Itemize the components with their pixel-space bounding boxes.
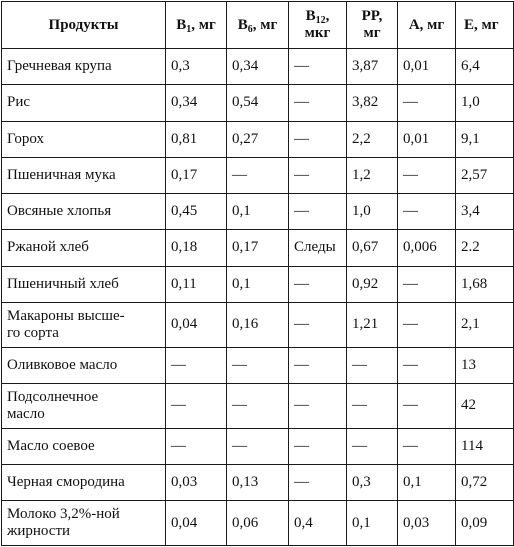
cell-a: 0,01 — [398, 49, 456, 85]
cell-b12: — — [289, 266, 347, 302]
table-row — [2, 157, 514, 193]
table-body — [2, 49, 514, 546]
cell-product: Пшеничная мука — [2, 157, 166, 193]
cell-b12: — — [289, 302, 347, 347]
cell-a: — — [398, 266, 456, 302]
cell-e: 0,72 — [456, 464, 514, 500]
cell-a: 0,01 — [398, 121, 456, 157]
table-row — [2, 49, 514, 85]
cell-pp: — — [347, 347, 398, 383]
cell-e: 1,68 — [456, 266, 514, 302]
cell-b1: — — [166, 383, 227, 428]
cell-b6: 0,13 — [227, 464, 289, 500]
cell-b12: — — [289, 194, 347, 230]
cell-b1: 0,81 — [166, 121, 227, 157]
cell-product: Подсолнечное масло — [2, 383, 166, 428]
cell-pp: 1,0 — [347, 194, 398, 230]
cell-product: Горох — [2, 121, 166, 157]
cell-a: 0,1 — [398, 464, 456, 500]
header-b12: $B_{12}$, мкг — [289, 2, 347, 49]
cell-pp: 3,82 — [347, 85, 398, 121]
cell-pp: 0,1 — [347, 501, 398, 546]
table-row — [2, 85, 514, 121]
cell-e: 9,1 — [456, 121, 514, 157]
cell-a: — — [398, 347, 456, 383]
cell-a: — — [398, 85, 456, 121]
cell-pp: 0,67 — [347, 230, 398, 266]
cell-product: Овсяные хлопья — [2, 194, 166, 230]
cell-a: 0,006 — [398, 230, 456, 266]
cell-e: 6,4 — [456, 49, 514, 85]
cell-pp: — — [347, 383, 398, 428]
cell-a: — — [398, 302, 456, 347]
cell-b1: 0,34 — [166, 85, 227, 121]
cell-b6: 0,27 — [227, 121, 289, 157]
header-product: Продукты — [2, 2, 166, 49]
header-b1: $B_1$, мг — [166, 2, 227, 49]
cell-e: 2,57 — [456, 157, 514, 193]
cell-b12: — — [289, 157, 347, 193]
cell-e: 42 — [456, 383, 514, 428]
cell-a: — — [398, 428, 456, 464]
cell-b6: 0,1 — [227, 266, 289, 302]
header-a: A, мг — [398, 2, 456, 49]
cell-e: 2.2 — [456, 230, 514, 266]
cell-b6: — — [227, 383, 289, 428]
cell-b12: — — [289, 121, 347, 157]
table-header — [2, 2, 514, 49]
cell-b12: — — [289, 85, 347, 121]
cell-pp: 1,2 — [347, 157, 398, 193]
cell-product: Молоко 3,2%-ной жирности — [2, 501, 166, 546]
header-row — [2, 2, 514, 49]
cell-b1: 0,11 — [166, 266, 227, 302]
cell-a: — — [398, 157, 456, 193]
cell-product: Черная смородина — [2, 464, 166, 500]
table-row — [2, 230, 514, 266]
table-row — [2, 347, 514, 383]
cell-b6: 0,06 — [227, 501, 289, 546]
cell-b6: 0,16 — [227, 302, 289, 347]
cell-product: Оливковое масло — [2, 347, 166, 383]
cell-b6: — — [227, 157, 289, 193]
cell-b1: 0,04 — [166, 302, 227, 347]
cell-b1: 0,03 — [166, 464, 227, 500]
table-row — [2, 302, 514, 347]
cell-b1: 0,18 — [166, 230, 227, 266]
cell-b6: 0,54 — [227, 85, 289, 121]
cell-b1: 0,45 — [166, 194, 227, 230]
cell-e: 3,4 — [456, 194, 514, 230]
cell-a: 0,03 — [398, 501, 456, 546]
cell-b12: — — [289, 464, 347, 500]
table-row — [2, 501, 514, 546]
table-row — [2, 121, 514, 157]
cell-b6: 0,1 — [227, 194, 289, 230]
cell-product: Макароны высше- го сорта — [2, 302, 166, 347]
cell-b6: — — [227, 428, 289, 464]
cell-e: 1,0 — [456, 85, 514, 121]
table-row — [2, 194, 514, 230]
header-b6: $B_6$, мг — [227, 2, 289, 49]
cell-pp: 1,21 — [347, 302, 398, 347]
cell-pp: 2,2 — [347, 121, 398, 157]
cell-b12: — — [289, 347, 347, 383]
cell-e: 13 — [456, 347, 514, 383]
cell-product: Ржаной хлеб — [2, 230, 166, 266]
cell-b12: 0,4 — [289, 501, 347, 546]
cell-product: Пшеничный хлеб — [2, 266, 166, 302]
cell-e: 2,1 — [456, 302, 514, 347]
header-pp: PP, мг — [347, 2, 398, 49]
cell-b12: — — [289, 383, 347, 428]
cell-pp: — — [347, 428, 398, 464]
table-row — [2, 464, 514, 500]
cell-b6: 0,17 — [227, 230, 289, 266]
table-row — [2, 266, 514, 302]
cell-b12: Следы — [289, 230, 347, 266]
cell-product: Гречневая крупа — [2, 49, 166, 85]
header-e: E, мг — [456, 2, 514, 49]
cell-b1: — — [166, 428, 227, 464]
cell-product: Рис — [2, 85, 166, 121]
cell-b1: 0,04 — [166, 501, 227, 546]
cell-pp: 0,92 — [347, 266, 398, 302]
cell-e: 0,09 — [456, 501, 514, 546]
cell-b12: — — [289, 49, 347, 85]
table-row — [2, 383, 514, 428]
cell-e: 114 — [456, 428, 514, 464]
cell-pp: 3,87 — [347, 49, 398, 85]
cell-a: — — [398, 194, 456, 230]
cell-b1: — — [166, 347, 227, 383]
table-row — [2, 428, 514, 464]
cell-b12: — — [289, 428, 347, 464]
cell-pp: 0,3 — [347, 464, 398, 500]
cell-product: Масло соевое — [2, 428, 166, 464]
cell-b6: — — [227, 347, 289, 383]
cell-b1: 0,17 — [166, 157, 227, 193]
cell-b6: 0,34 — [227, 49, 289, 85]
vitamin-content-table — [1, 1, 514, 546]
cell-a: — — [398, 383, 456, 428]
cell-b1: 0,3 — [166, 49, 227, 85]
